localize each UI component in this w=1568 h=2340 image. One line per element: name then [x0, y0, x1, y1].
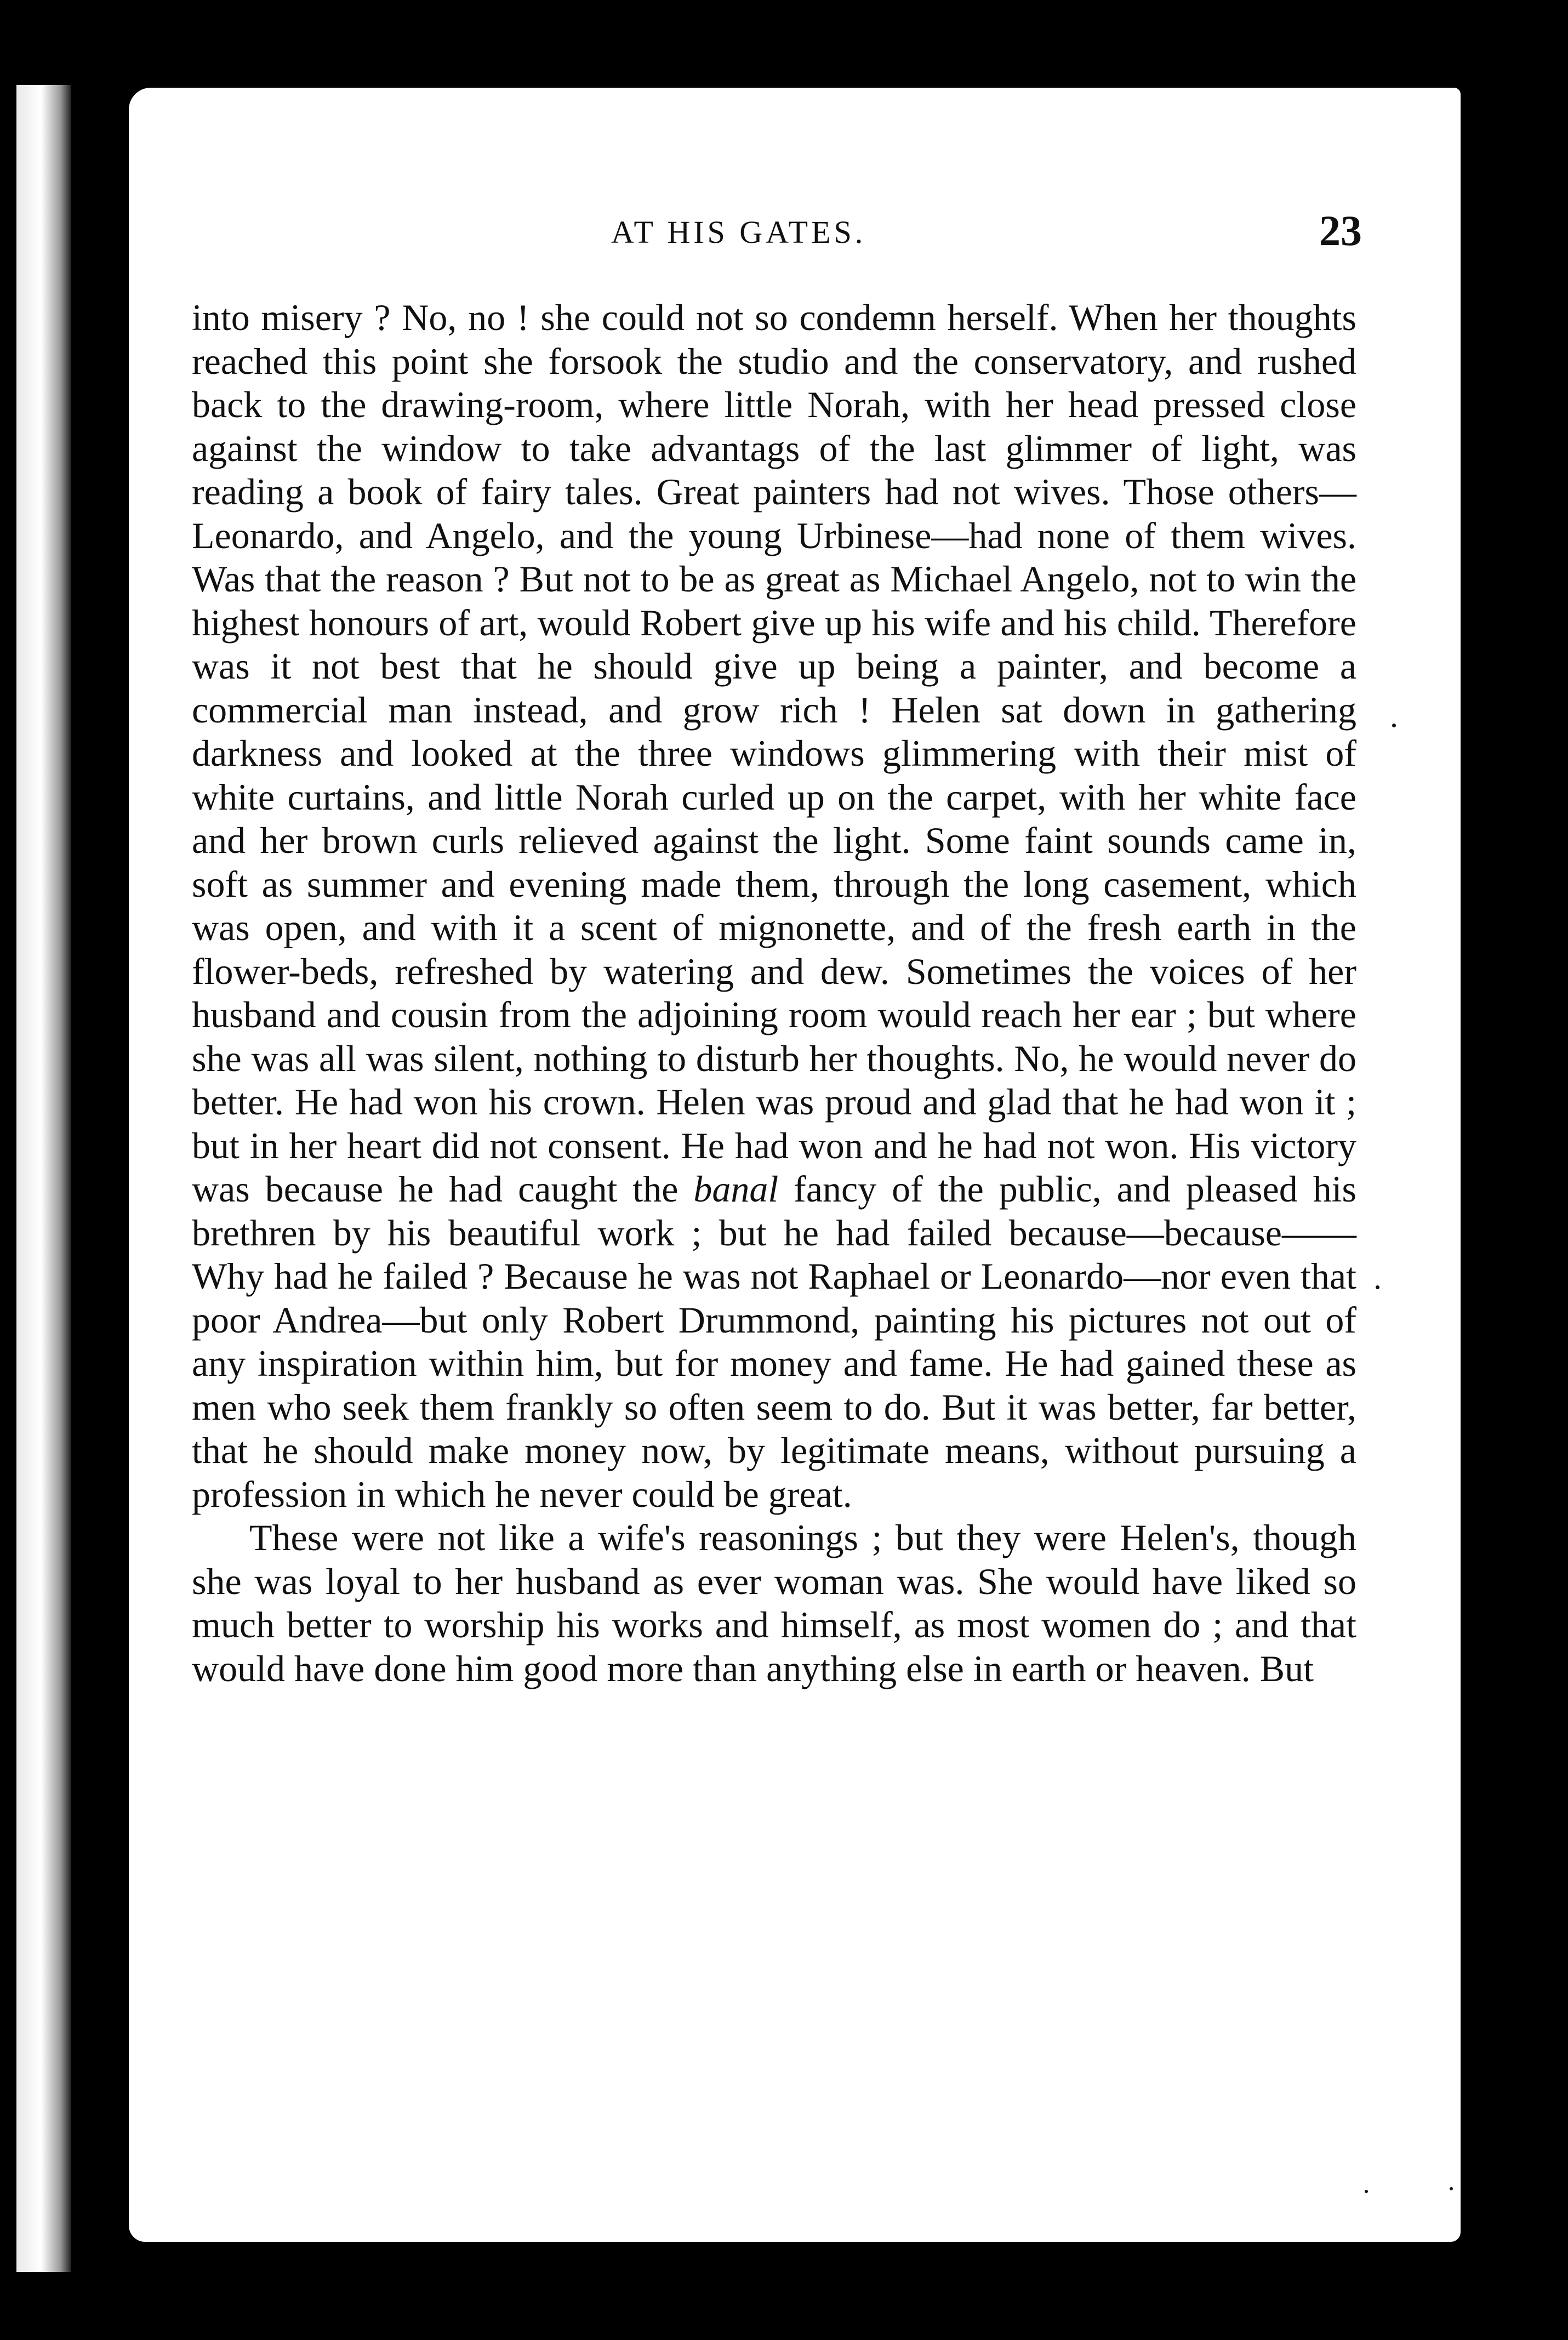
paragraph-1 — [192, 296, 1356, 1516]
running-head: AT HIS GATES. — [611, 214, 866, 250]
page-number: 23 — [1319, 207, 1362, 254]
paragraph-2: These were not like a wife's reasonings ; but they were Helen's, though she was loyal to her husband as ever woman was. She would have liked so much better to worship his works and himself, as most women do ; and that would have done him good more than anything else in earth or heaven. But — [192, 1517, 1356, 1689]
body-text — [192, 296, 1356, 1690]
ink-speck — [1392, 724, 1396, 727]
paragraph-1-text-a: into misery ? No, no ! she could not so condemn herself. When her thoughts reached this point she forsook the studio and the conservatory, and rushed back to the drawing-room, where little Norah, with her head pressed close against the window to take advantags of the last glimmer of light, was reading a book of fairy tales. Great painters had not wives. Those others—Leonardo, and Angelo, and the young Urbinese—had none of them wives. Was that the reason ? But not to be as great as Michael Angelo, not to win the highest honours of art, would Robert give up his wife and his child. Therefore was it not best that he should give up being a painter, and become a commercial man instead, and grow rich ! Helen sat down in gathering darkness and looked at the three windows glimmering with their mist of white curtains, and little Norah curled up on the carpet, with her white face and her brown curls relieved against the light. Some faint sounds came in, soft as summer and evening made them, through the long casement, which was open, and with it a scent of mignonette, and of the fresh earth in the flower-beds, refreshed by watering and dew. Sometimes the voices of her husband and cousin from the adjoining room would reach her ear ; but where she was all was silent, nothing to disturb her thoughts. No, he would never do better. He had won his crown. Helen was proud and glad that he had won it ; but in her heart did not consent. He had won and he had not won. His victory was because he had caught the — [192, 297, 1356, 1210]
book-edge-strip — [16, 85, 71, 2272]
ink-speck — [1376, 1285, 1379, 1289]
page-header — [129, 207, 1461, 263]
ink-speck — [1450, 2187, 1453, 2190]
paragraph-1-text-b: fancy of the public, and pleased his brethren by his beautiful work ; but he had failed because—because—— Why had he failed ? Because he was not Raphael or Leonardo—nor even that poor Andrea—but only Robert Drummond, painting his pictures not out of any inspiration within him, but for money and fame. He had gained these as men who seek them frankly so often seem to do. But it was better, far better, that he should make money now, by legitimate means, without pursuing a profession in which he never could be great. — [192, 1168, 1356, 1515]
book-page — [129, 88, 1461, 2242]
italic-word: banal — [693, 1168, 779, 1210]
ink-speck — [1365, 2190, 1368, 2193]
